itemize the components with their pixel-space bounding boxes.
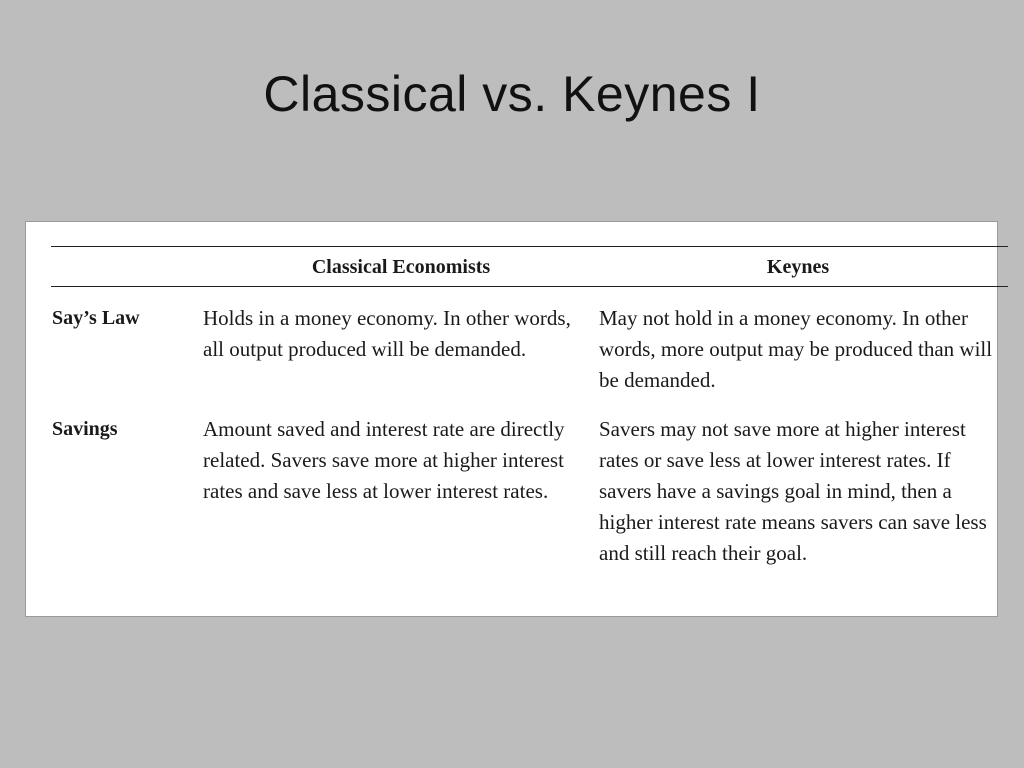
table-header-rule <box>51 286 1008 287</box>
cell-says-law-keynes: May not hold in a money economy. In other words, more output may be produced than will be demanded. <box>599 306 993 392</box>
row-label-savings: Savings <box>52 418 118 440</box>
row-label-says-law: Say’s Law <box>52 307 140 329</box>
column-header-classical: Classical Economists <box>311 256 491 278</box>
comparison-table <box>25 221 998 617</box>
cell-savings-classical: Amount saved and interest rate are directly related. Savers save more at higher interest rates and save less at lower interest rates. <box>203 417 565 503</box>
table-top-rule <box>51 246 1008 247</box>
cell-savings-keynes: Savers may not save more at higher interest rates or save less at lower interest rates. If savers have a savings goal in mind, then a higher interest rate means savers can save less and still reach their goal. <box>599 417 987 565</box>
slide-title: Classical vs. Keynes I <box>263 66 761 122</box>
column-header-keynes: Keynes <box>766 256 830 278</box>
cell-says-law-classical: Holds in a money economy. In other words, all output produced will be demanded. <box>203 306 571 361</box>
